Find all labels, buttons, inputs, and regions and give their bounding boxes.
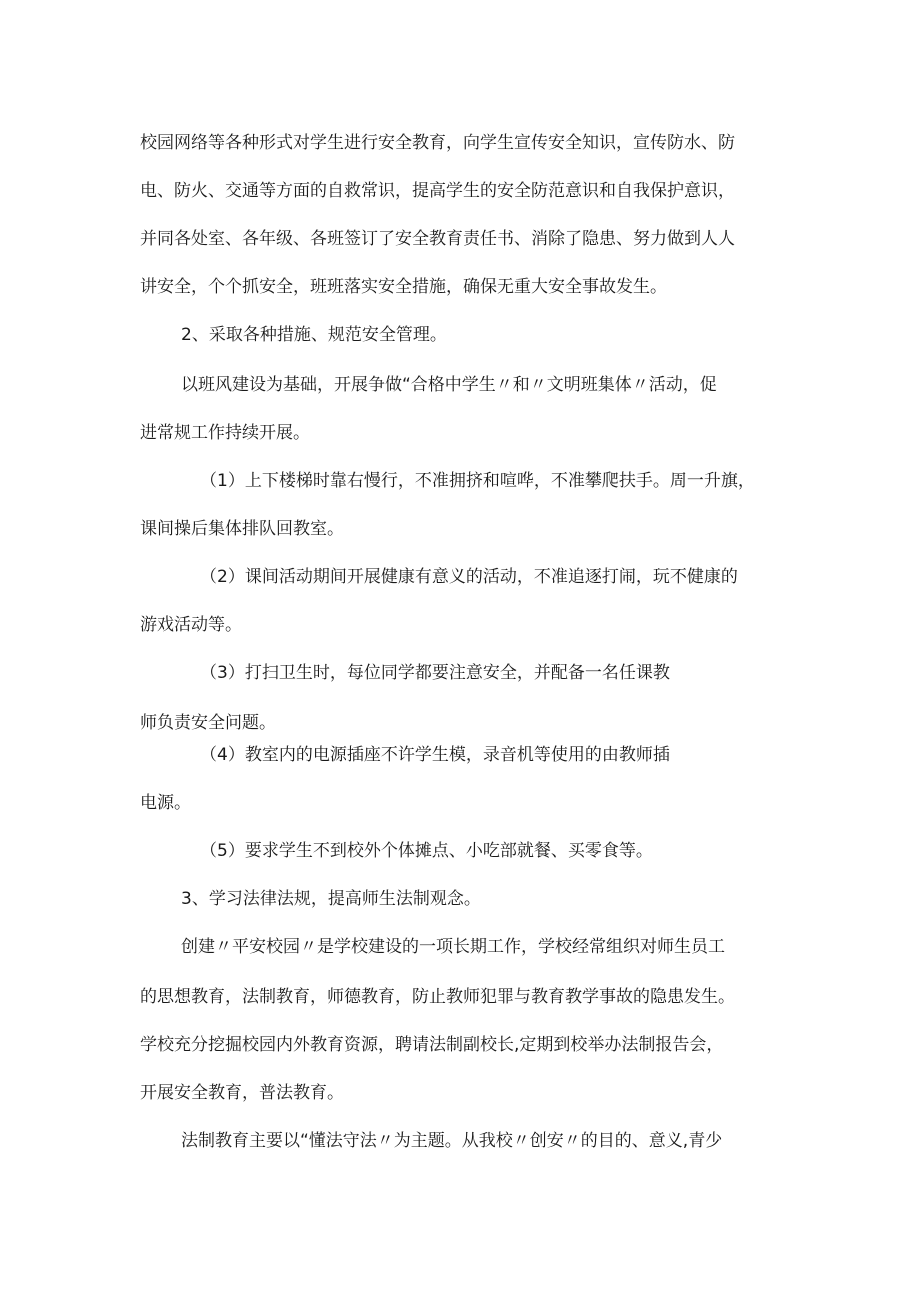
text-line: 校园网络等各种形式对学生进行安全教育，向学生宣传安全知识，宣传防水、防 xyxy=(140,133,735,153)
text-line: 学校充分挖掘校园内外教育资源，聘请法制副校长,定期到校举办法制报告会， xyxy=(140,1035,724,1055)
list-item: （5）要求学生不到校外个体摊点、小吃部就餐、买零食等。 xyxy=(200,841,653,861)
list-item: （2）课间活动期间开展健康有意义的活动，不准追逐打闹，玩不健康的 xyxy=(200,567,738,587)
text-line: 以班风建设为基础，开展争做“合格中学生〃和〃文明班集体〃活动，促 xyxy=(181,375,717,395)
text-line: 课间操后集体排队回教室。 xyxy=(140,519,344,539)
list-item: （3）打扫卫生时，每位同学都要注意安全，并配备一名任课教 xyxy=(200,663,670,683)
text-line: 进常规工作持续开展。 xyxy=(140,423,310,443)
text-line: 讲安全，个个抓安全，班班落实安全措施，确保无重大安全事故发生。 xyxy=(140,277,667,297)
text-line: 并同各处室、各年级、各班签订了安全教育责任书、消除了隐患、努力做到人人 xyxy=(140,229,735,249)
text-line: 电源。 xyxy=(140,793,191,813)
section-heading: 2、采取各种措施、规范安全管理。 xyxy=(181,325,447,345)
text-line: 法制教育主要以“懂法守法〃为主题。从我校〃创安〃的目的、意义,青少 xyxy=(181,1131,723,1151)
section-heading: 3、学习法律法规，提高师生法制观念。 xyxy=(181,889,481,909)
text-line: 电、防火、交通等方面的自救常识，提高学生的安全防范意识和自我保护意识， xyxy=(140,181,735,201)
text-line: 创建〃平安校园〃是学校建设的一项长期工作，学校经常组织对师生员工 xyxy=(181,937,725,957)
list-item: （1）上下楼梯时靠右慢行，不准拥挤和喧哗，不准攀爬扶手。周一升旗， xyxy=(200,471,755,491)
text-line: 的思想教育，法制教育，师德教育，防止教师犯罪与教育教学事故的隐患发生。 xyxy=(140,987,735,1007)
text-line: 师负责安全问题。 xyxy=(140,713,276,733)
text-line: 游戏活动等。 xyxy=(140,615,242,635)
list-item: （4）教室内的电源插座不许学生模，录音机等使用的由教师插 xyxy=(200,745,670,765)
text-line: 开展安全教育，普法教育。 xyxy=(140,1083,344,1103)
